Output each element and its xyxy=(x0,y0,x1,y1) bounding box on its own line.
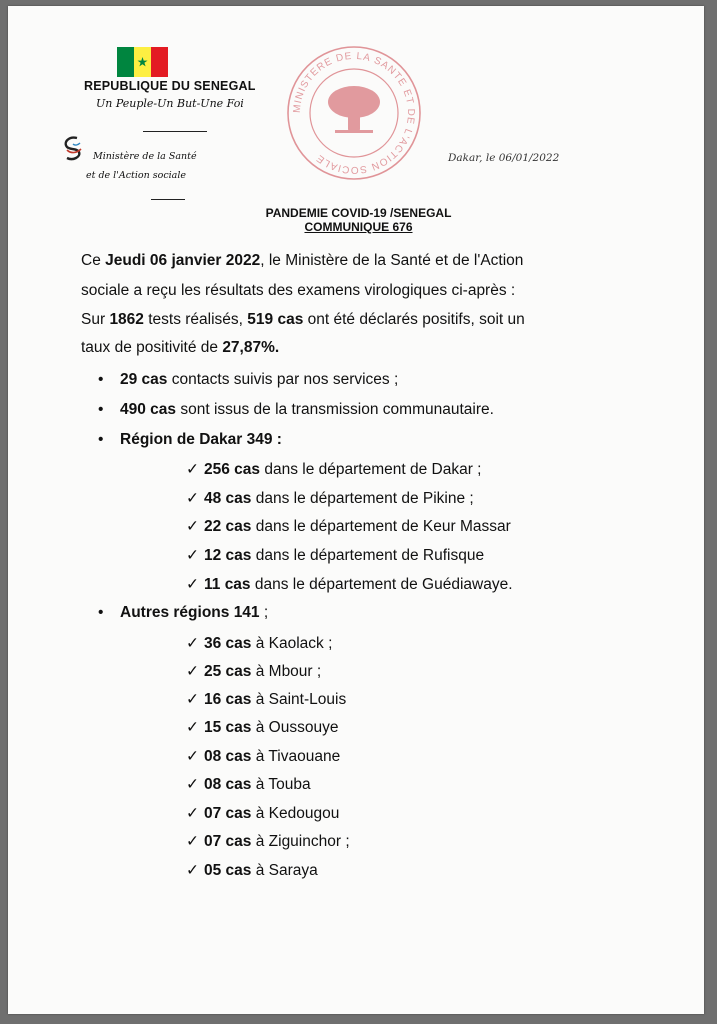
list-item xyxy=(186,747,340,766)
intro-date: Jeudi 06 janvier 2022 xyxy=(105,252,261,269)
item-count: 07 cas xyxy=(204,805,252,822)
ministry-divider xyxy=(151,199,185,200)
official-seal-stamp xyxy=(285,44,423,182)
ministry-logo-icon xyxy=(59,134,87,162)
intro-text: Ce xyxy=(81,252,106,269)
list-item xyxy=(186,489,474,508)
intro-text: taux de positivité de xyxy=(81,339,223,356)
intro-text: ont été déclarés positifs, soit un xyxy=(303,311,525,328)
positive-count: 519 cas xyxy=(247,311,304,328)
check-icon: ✓ xyxy=(186,833,199,850)
senegal-flag-icon xyxy=(117,47,168,77)
list-item xyxy=(186,662,321,681)
check-icon: ✓ xyxy=(186,748,199,765)
list-item xyxy=(98,431,282,449)
item-text: à Kaolack ; xyxy=(251,635,333,652)
item-count: 36 cas xyxy=(204,635,252,652)
check-icon: ✓ xyxy=(186,691,199,708)
intro-line-4 xyxy=(81,339,279,357)
list-item xyxy=(186,546,484,565)
item-text: dans le département de Rufisque xyxy=(251,547,485,564)
intro-text: , le Ministère de la Santé et de l'Action xyxy=(260,252,524,269)
list-item xyxy=(98,604,269,622)
item-text: à Mbour ; xyxy=(251,663,322,680)
item-count: 490 cas xyxy=(120,401,177,418)
ministry-name-line2: et de l'Action sociale xyxy=(86,170,187,181)
item-text: à Tivaouane xyxy=(251,748,341,765)
bullet-icon: • xyxy=(98,401,104,418)
check-icon: ✓ xyxy=(186,490,199,507)
intro-line-3 xyxy=(81,311,525,329)
intro-line-2: sociale a reçu les résultats des examens virologiques ci-après : xyxy=(81,282,516,299)
item-count: 07 cas xyxy=(204,833,252,850)
check-icon: ✓ xyxy=(186,663,199,680)
document-title: PANDEMIE COVID-19 /SENEGAL xyxy=(265,206,452,220)
positivity-rate: 27,87%. xyxy=(222,339,280,356)
check-icon: ✓ xyxy=(186,776,199,793)
check-icon: ✓ xyxy=(186,635,199,652)
item-text: dans le département de Keur Massar xyxy=(251,518,511,535)
check-icon: ✓ xyxy=(186,461,199,478)
list-item xyxy=(186,690,346,709)
item-count: 08 cas xyxy=(204,776,252,793)
item-text: sont issus de la transmission communautaire. xyxy=(176,401,494,418)
check-icon: ✓ xyxy=(186,547,199,564)
flag-star-icon xyxy=(117,47,168,77)
bullet-icon: • xyxy=(98,371,104,388)
item-text: à Oussouye xyxy=(251,719,339,736)
list-item xyxy=(98,401,494,419)
list-item xyxy=(186,775,311,794)
document-date: Dakar, le 06/01/2022 xyxy=(448,152,560,164)
list-item xyxy=(186,861,318,880)
check-icon: ✓ xyxy=(186,719,199,736)
item-count: 15 cas xyxy=(204,719,252,736)
item-text: à Ziguinchor ; xyxy=(251,833,350,850)
svg-text:MINISTERE DE LA SANTE ET DE L': MINISTERE DE LA SANTE ET DE L'ACTION SOCIALE xyxy=(291,50,417,176)
item-text: à Saraya xyxy=(251,862,318,879)
communique-number xyxy=(0,220,717,234)
item-text: dans le département de Guédiawaye. xyxy=(250,576,513,593)
item-text: à Kedougou xyxy=(251,805,340,822)
intro-text: Sur xyxy=(81,311,110,328)
item-count: 11 cas xyxy=(204,576,251,593)
item-count: 16 cas xyxy=(204,691,252,708)
item-count: 256 cas xyxy=(204,461,261,478)
item-text: à Saint-Louis xyxy=(251,691,347,708)
list-item xyxy=(186,718,338,737)
item-count: 12 cas xyxy=(204,547,252,564)
check-icon: ✓ xyxy=(186,518,199,535)
item-text: contacts suivis par nos services ; xyxy=(167,371,399,388)
list-item xyxy=(98,371,399,389)
national-motto: Un Peuple-Un But-Une Foi xyxy=(96,97,244,110)
intro-text: tests réalisés, xyxy=(143,311,248,328)
header-divider xyxy=(143,131,207,132)
list-item xyxy=(186,634,332,653)
bullet-icon: • xyxy=(98,431,104,448)
communique-number-text: COMMUNIQUE 676 xyxy=(304,220,413,234)
item-text: dans le département de Dakar ; xyxy=(260,461,482,478)
check-icon: ✓ xyxy=(186,576,199,593)
check-icon: ✓ xyxy=(186,862,199,879)
check-icon: ✓ xyxy=(186,805,199,822)
country-name: REPUBLIQUE DU SENEGAL xyxy=(84,79,256,93)
other-regions-heading: Autres régions 141 xyxy=(120,604,260,621)
item-text: à Touba xyxy=(251,776,311,793)
list-item xyxy=(186,832,350,851)
list-item xyxy=(186,804,339,823)
intro-line-1 xyxy=(81,252,523,270)
item-count: 05 cas xyxy=(204,862,252,879)
item-text: dans le département de Pikine ; xyxy=(251,490,474,507)
item-count: 48 cas xyxy=(204,490,252,507)
region-dakar-heading: Région de Dakar 349 : xyxy=(120,431,282,448)
list-item xyxy=(186,517,511,536)
tests-count: 1862 xyxy=(109,311,144,328)
item-count: 25 cas xyxy=(204,663,252,680)
bullet-icon: • xyxy=(98,604,104,621)
item-count: 22 cas xyxy=(204,518,252,535)
item-count: 08 cas xyxy=(204,748,252,765)
ministry-name-line1: Ministère de la Santé xyxy=(93,151,197,162)
list-item xyxy=(186,460,481,479)
item-text: ; xyxy=(259,604,269,621)
list-item xyxy=(186,575,513,594)
item-count: 29 cas xyxy=(120,371,168,388)
